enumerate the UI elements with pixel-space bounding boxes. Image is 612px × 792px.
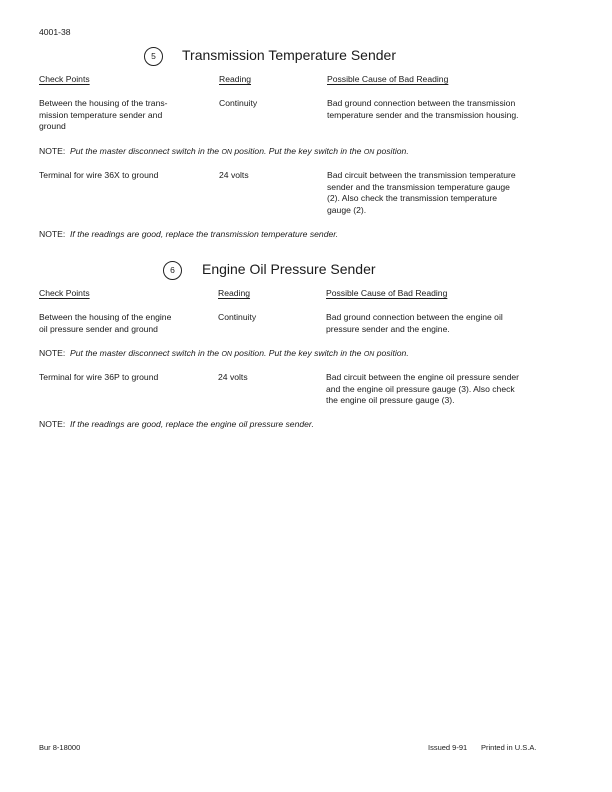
footer-issued: Issued 9-91 [428,743,468,752]
section-title: Engine Oil Pressure Sender [202,261,376,277]
column-header-cause: Possible Cause of Bad Reading [326,288,448,298]
section-number-badge: 6 [163,261,182,280]
check-point-cell: Terminal for wire 36P to ground [39,372,159,382]
section-title: Transmission Temperature Sender [182,47,396,63]
cause-cell: Bad circuit between the engine oil pressure sender and the engine oil pressure gauge (3). Also check the engine oil pressure gauge (3). [326,372,519,406]
note: NOTE: Put the master disconnect switch in the ON position. Put the key switch in the ON position. [39,146,409,156]
column-header-reading: Reading [219,74,252,84]
reading-cell: Continuity [219,98,258,108]
footer-form-number: Bur 8-18000 [39,743,81,752]
note: NOTE: Put the master disconnect switch in the ON position. Put the key switch in the ON position. [39,348,409,358]
cause-cell: Bad circuit between the transmission temperature sender and the transmission temperature gauge (2). Also check the transmission temperature gauge (2). [327,170,516,215]
note: NOTE: If the readings are good, replace the engine oil pressure sender. [39,419,314,429]
column-header-cause: Possible Cause of Bad Reading [327,74,449,84]
column-header-reading: Reading [218,288,251,298]
footer-printed: Printed in U.S.A. [481,743,537,752]
note: NOTE: If the readings are good, replace the transmission temperature sender. [39,229,339,239]
cause-cell: Bad ground connection between the transmission temperature sender and the transmission housing. [327,98,519,120]
reading-cell: Continuity [218,312,257,322]
section-number-badge: 5 [144,47,163,66]
column-header-check-points: Check Points [39,288,90,298]
column-header-check-points: Check Points [39,74,90,84]
check-point-cell: Between the housing of the trans- mission temperature sender and ground [39,98,168,132]
cause-cell: Bad ground connection between the engine oil pressure sender and the engine. [326,312,503,334]
check-point-cell: Terminal for wire 36X to ground [39,170,159,180]
reading-cell: 24 volts [219,170,249,180]
check-point-cell: Between the housing of the engine oil pressure sender and ground [39,312,172,334]
reading-cell: 24 volts [218,372,248,382]
doc-number: 4001-38 [39,27,71,37]
